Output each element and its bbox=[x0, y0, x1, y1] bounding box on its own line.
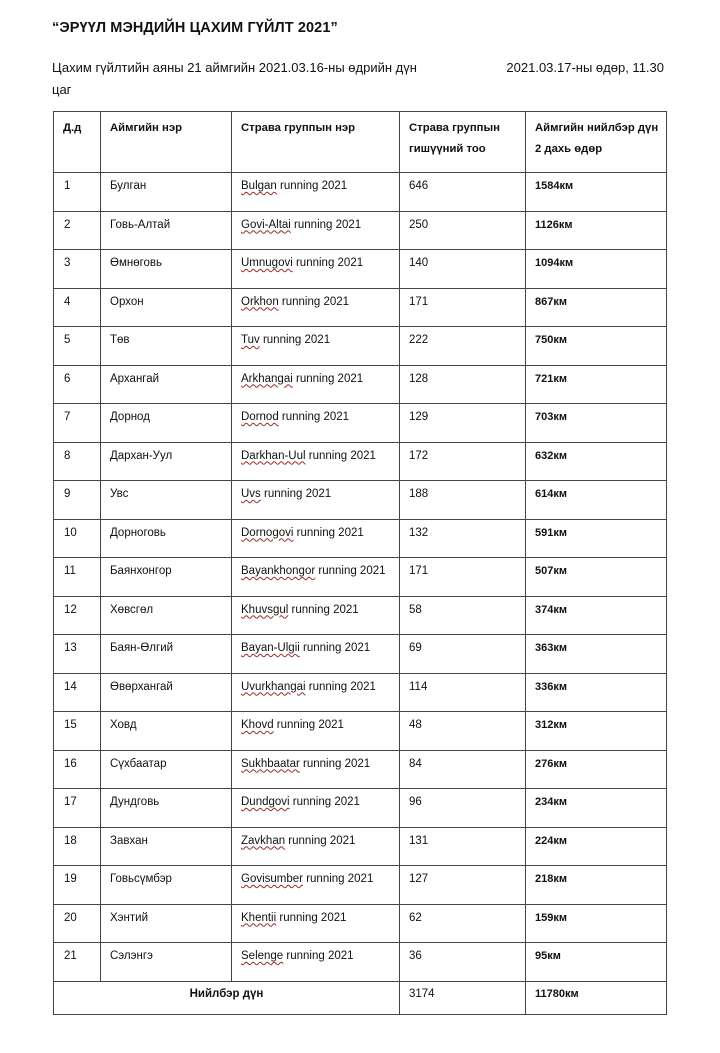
cell-members: 171 bbox=[400, 288, 526, 327]
group-suffix: running 2021 bbox=[293, 526, 364, 539]
table-row bbox=[54, 943, 667, 982]
cell-total: 95км bbox=[526, 943, 667, 982]
cell-no: 21 bbox=[54, 943, 101, 982]
cell-no: 1 bbox=[54, 173, 101, 212]
document-title: “ЭРҮҮЛ МЭНДИЙН ЦАХИМ ГҮЙЛТ 2021” bbox=[52, 20, 338, 36]
cell-members: 114 bbox=[400, 673, 526, 712]
cell-aimag: Булган bbox=[101, 173, 232, 212]
subtitle-right: 2021.03.17-ны өдөр, 11.30 bbox=[506, 60, 664, 75]
cell-members: 96 bbox=[400, 789, 526, 828]
cell-aimag: Дундговь bbox=[101, 789, 232, 828]
cell-aimag: Ховд bbox=[101, 712, 232, 751]
cell-aimag: Өмнөговь bbox=[101, 250, 232, 289]
group-suffix: running 2021 bbox=[285, 834, 356, 847]
cell-no: 8 bbox=[54, 442, 101, 481]
group-prefix: Orkhon bbox=[241, 295, 279, 308]
cell-group bbox=[232, 673, 400, 712]
group-suffix: running 2021 bbox=[305, 449, 376, 462]
cell-aimag: Баян-Өлгий bbox=[101, 635, 232, 674]
group-prefix: Govisumber bbox=[241, 873, 303, 885]
cell-group bbox=[232, 404, 400, 443]
table-row bbox=[54, 288, 667, 327]
group-suffix: running 2021 bbox=[288, 603, 359, 616]
cell-members: 140 bbox=[400, 250, 526, 289]
cell-aimag: Дархан-Уул bbox=[101, 442, 232, 481]
cell-aimag: Дорноговь bbox=[101, 519, 232, 558]
cell-no: 13 bbox=[54, 635, 101, 674]
table-row bbox=[54, 789, 667, 828]
cell-group bbox=[232, 789, 400, 828]
cell-group bbox=[232, 635, 400, 674]
results-table bbox=[53, 111, 667, 1015]
cell-total: 591км bbox=[526, 519, 667, 558]
cell-group bbox=[232, 943, 400, 982]
cell-group bbox=[232, 327, 400, 366]
footer-members: 3174 bbox=[400, 981, 526, 1014]
cell-no: 5 bbox=[54, 327, 101, 366]
cell-no: 3 bbox=[54, 250, 101, 289]
cell-group bbox=[232, 173, 400, 212]
group-suffix: running 2021 bbox=[292, 257, 364, 269]
group-suffix: running 2021 bbox=[276, 911, 347, 924]
cell-no: 10 bbox=[54, 519, 101, 558]
cell-total: 867км bbox=[526, 288, 667, 327]
cell-group bbox=[232, 250, 400, 289]
cell-aimag: Өвөрхангай bbox=[101, 673, 232, 712]
group-prefix: Selenge bbox=[241, 950, 284, 962]
table-row bbox=[54, 866, 667, 905]
cell-members: 48 bbox=[400, 712, 526, 751]
cell-group bbox=[232, 481, 400, 520]
group-suffix: running 2021 bbox=[278, 295, 350, 308]
cell-members: 84 bbox=[400, 750, 526, 789]
cell-no: 14 bbox=[54, 673, 101, 712]
cell-total: 363км bbox=[526, 635, 667, 674]
table-row bbox=[54, 712, 667, 751]
group-prefix: Zavkhan bbox=[241, 834, 286, 847]
cell-group bbox=[232, 211, 400, 250]
group-prefix: Uvurkhangai bbox=[241, 680, 306, 693]
group-prefix: Umnugovi bbox=[241, 257, 293, 269]
subtitle-continuation: цаг bbox=[52, 82, 72, 97]
group-prefix: Bulgan bbox=[241, 180, 277, 192]
cell-group bbox=[232, 288, 400, 327]
cell-total: 750км bbox=[526, 327, 667, 366]
header-total: Аймгийн нийлбэр дүн 2 дахь өдөр bbox=[526, 112, 667, 173]
cell-total: 507км bbox=[526, 558, 667, 597]
cell-group bbox=[232, 519, 400, 558]
group-prefix: Bayan-Ulgii bbox=[241, 642, 300, 654]
cell-aimag: Увс bbox=[101, 481, 232, 520]
cell-total: 614км bbox=[526, 481, 667, 520]
group-suffix: running 2021 bbox=[276, 180, 348, 192]
cell-total: 374км bbox=[526, 596, 667, 635]
group-suffix: running 2021 bbox=[259, 334, 331, 346]
group-suffix: running 2021 bbox=[289, 796, 360, 808]
subtitle-left: Цахим гүйлтийн аяны 21 аймгийн 2021.03.16-ны өдрийн дүн bbox=[52, 60, 417, 75]
cell-members: 172 bbox=[400, 442, 526, 481]
cell-group bbox=[232, 712, 400, 751]
footer-total: 11780км bbox=[526, 981, 667, 1014]
group-prefix: Dornogovi bbox=[241, 526, 294, 539]
cell-members: 36 bbox=[400, 943, 526, 982]
cell-total: 218км bbox=[526, 866, 667, 905]
table-row bbox=[54, 904, 667, 943]
header-aimag: Аймгийн нэр bbox=[101, 112, 232, 173]
table-row bbox=[54, 673, 667, 712]
group-prefix: Dundgovi bbox=[241, 796, 290, 808]
header-no: Д.д bbox=[54, 112, 101, 173]
cell-total: 224км bbox=[526, 827, 667, 866]
cell-no: 2 bbox=[54, 211, 101, 250]
cell-aimag: Сэлэнгэ bbox=[101, 943, 232, 982]
cell-no: 4 bbox=[54, 288, 101, 327]
cell-no: 7 bbox=[54, 404, 101, 443]
group-suffix: running 2021 bbox=[315, 565, 386, 577]
cell-total: 703км bbox=[526, 404, 667, 443]
table-row bbox=[54, 596, 667, 635]
cell-no: 16 bbox=[54, 750, 101, 789]
table-footer-row bbox=[54, 981, 667, 1014]
cell-total: 234км bbox=[526, 789, 667, 828]
cell-no: 18 bbox=[54, 827, 101, 866]
cell-total: 632км bbox=[526, 442, 667, 481]
footer-label: Нийлбэр дүн bbox=[54, 981, 400, 1014]
group-prefix: Tuv bbox=[241, 334, 260, 346]
cell-total: 1584км bbox=[526, 173, 667, 212]
header-group: Страва группын нэр bbox=[232, 112, 400, 173]
cell-members: 222 bbox=[400, 327, 526, 366]
group-prefix: Khuvsgul bbox=[241, 603, 289, 616]
cell-total: 721км bbox=[526, 365, 667, 404]
cell-members: 131 bbox=[400, 827, 526, 866]
cell-members: 129 bbox=[400, 404, 526, 443]
cell-total: 1094км bbox=[526, 250, 667, 289]
cell-no: 15 bbox=[54, 712, 101, 751]
cell-aimag: Завхан bbox=[101, 827, 232, 866]
cell-members: 250 bbox=[400, 211, 526, 250]
cell-group bbox=[232, 596, 400, 635]
table-row bbox=[54, 481, 667, 520]
cell-group bbox=[232, 827, 400, 866]
group-prefix: Sukhbaatar bbox=[241, 757, 300, 770]
cell-no: 6 bbox=[54, 365, 101, 404]
cell-no: 19 bbox=[54, 866, 101, 905]
table-body bbox=[54, 173, 667, 982]
group-suffix: running 2021 bbox=[305, 680, 376, 693]
table-row bbox=[54, 519, 667, 558]
group-prefix: Govi-Altai bbox=[241, 218, 291, 231]
cell-group bbox=[232, 750, 400, 789]
cell-members: 69 bbox=[400, 635, 526, 674]
table-row bbox=[54, 558, 667, 597]
cell-no: 20 bbox=[54, 904, 101, 943]
cell-aimag: Говьсүмбэр bbox=[101, 866, 232, 905]
cell-members: 646 bbox=[400, 173, 526, 212]
cell-members: 127 bbox=[400, 866, 526, 905]
cell-aimag: Сүхбаатар bbox=[101, 750, 232, 789]
cell-no: 12 bbox=[54, 596, 101, 635]
table-row bbox=[54, 750, 667, 789]
cell-no: 17 bbox=[54, 789, 101, 828]
group-prefix: Khentii bbox=[241, 911, 277, 924]
table-row bbox=[54, 327, 667, 366]
table-row bbox=[54, 250, 667, 289]
cell-aimag: Говь-Алтай bbox=[101, 211, 232, 250]
cell-group bbox=[232, 365, 400, 404]
table-row bbox=[54, 635, 667, 674]
cell-group bbox=[232, 442, 400, 481]
cell-aimag: Дорнод bbox=[101, 404, 232, 443]
cell-total: 159км bbox=[526, 904, 667, 943]
table-row bbox=[54, 404, 667, 443]
group-prefix: Uvs bbox=[241, 488, 261, 500]
group-suffix: running 2021 bbox=[260, 488, 332, 500]
group-suffix: running 2021 bbox=[290, 218, 362, 231]
cell-aimag: Архангай bbox=[101, 365, 232, 404]
cell-total: 336км bbox=[526, 673, 667, 712]
group-prefix: Dornod bbox=[241, 411, 279, 423]
cell-aimag: Хэнтий bbox=[101, 904, 232, 943]
table-row bbox=[54, 827, 667, 866]
group-prefix: Bayankhongor bbox=[241, 565, 316, 577]
cell-total: 312км bbox=[526, 712, 667, 751]
cell-members: 58 bbox=[400, 596, 526, 635]
group-suffix: running 2021 bbox=[273, 719, 344, 731]
table-row bbox=[54, 442, 667, 481]
group-suffix: running 2021 bbox=[303, 873, 374, 885]
cell-members: 62 bbox=[400, 904, 526, 943]
cell-total: 276км bbox=[526, 750, 667, 789]
table-row bbox=[54, 173, 667, 212]
group-suffix: running 2021 bbox=[283, 950, 354, 962]
cell-total: 1126км bbox=[526, 211, 667, 250]
group-suffix: running 2021 bbox=[299, 642, 371, 654]
cell-aimag: Төв bbox=[101, 327, 232, 366]
cell-no: 9 bbox=[54, 481, 101, 520]
cell-members: 188 bbox=[400, 481, 526, 520]
cell-group bbox=[232, 866, 400, 905]
table-row bbox=[54, 211, 667, 250]
table-row bbox=[54, 365, 667, 404]
cell-members: 132 bbox=[400, 519, 526, 558]
cell-group bbox=[232, 904, 400, 943]
group-suffix: running 2021 bbox=[299, 757, 371, 770]
group-suffix: running 2021 bbox=[292, 372, 364, 385]
group-prefix: Arkhangai bbox=[241, 372, 293, 385]
cell-members: 171 bbox=[400, 558, 526, 597]
table-header-row bbox=[54, 112, 667, 173]
header-members: Страва группын гишүүний тоо bbox=[400, 112, 526, 173]
cell-no: 11 bbox=[54, 558, 101, 597]
group-prefix: Darkhan-Uul bbox=[241, 449, 306, 462]
group-suffix: running 2021 bbox=[278, 411, 350, 423]
subtitle-line bbox=[52, 60, 664, 75]
cell-group bbox=[232, 558, 400, 597]
cell-aimag: Орхон bbox=[101, 288, 232, 327]
cell-members: 128 bbox=[400, 365, 526, 404]
cell-aimag: Хөвсгөл bbox=[101, 596, 232, 635]
group-prefix: Khovd bbox=[241, 719, 274, 731]
cell-aimag: Баянхонгор bbox=[101, 558, 232, 597]
